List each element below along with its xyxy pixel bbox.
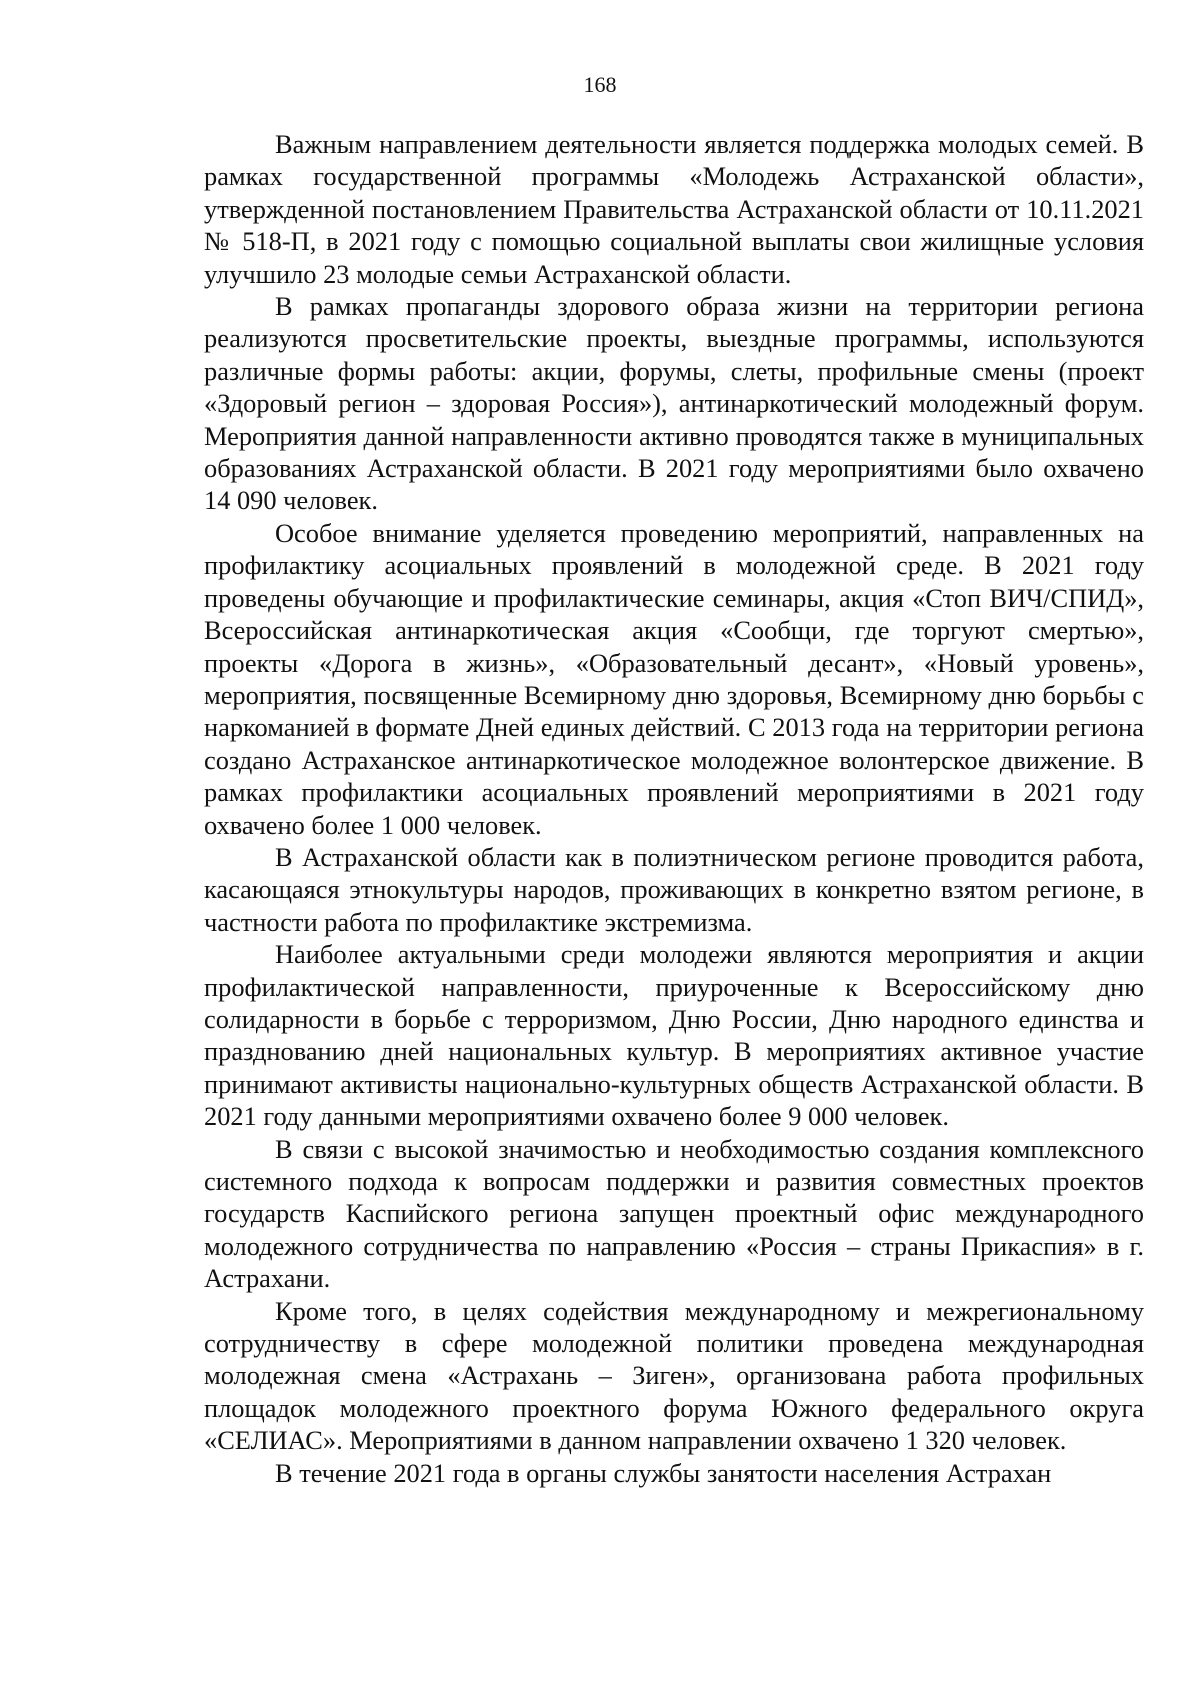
paragraph-employment-services: В течение 2021 года в органы службы занятости населения Астрахан	[275, 1457, 1052, 1488]
paragraph-young-families: Важным направлением деятельности является поддержка молодых семей. В рамках государственной программы «Молодежь Астраханской области», утвержденной постановлением Правительства Астраханской области от 10.11.2021 № 518-П, в 2021 году с помощью социальной выплаты свои жилищные условия улучшило 23 молодые семьи Астраханской области.	[204, 129, 1144, 289]
page-number: 168	[583, 72, 617, 97]
paragraph-international-cooperation: Кроме того, в целях содействия международному и межрегиональному сотрудничеству в сфере молодежной политики проведена международная молодежная смена «Астрахань – Зиген», организована работа профильных площадок молодежного проектного форума Южного федерального округа «СЕЛИАС». Мероприятиями в данном направлении охвачено 1 320 человек.	[204, 1295, 1144, 1456]
paragraph-ethnoculture: В Астраханской области как в полиэтническом регионе проводится работа, касающаяся этнокультуры народов, проживающих в конкретно взятом регионе, в частности работа по профилактике экстремизма.	[204, 841, 1144, 937]
paragraph-caspian-project-office: В связи с высокой значимостью и необходимостью создания комплексного системного подхода к вопросам поддержки и развития совместных проектов государств Каспийского региона запущен проектный офис международного молодежного сотрудничества по направлению «Россия – страны Прикаспия» в г. Астрахани.	[204, 1133, 1144, 1294]
document-body	[204, 128, 1144, 1489]
paragraph-healthy-lifestyle: В рамках пропаганды здорового образа жизни на территории региона реализуются просветительские проекты, выездные программы, используются различные формы работы: акции, форумы, слеты, профильные смены (проект «Здоровый регион – здоровая Россия»), антинаркотический молодежный форум. Мероприятия данной направленности активно проводятся также в муниципальных образованиях Астраханской области. В 2021 году мероприятиями было охвачено 14 090 человек.	[204, 291, 1144, 516]
paragraph-asocial-prevention: Особое внимание уделяется проведению мероприятий, направленных на профилактику асоциальных проявлений в молодежной среде. В 2021 году проведены обучающие и профилактические семинары, акция «Стоп ВИЧ/СПИД», Всероссийская антинаркотическая акция «Сообщи, где торгуют смертью», проекты «Дорога в жизнь», «Образовательный десант», «Новый уровень», мероприятия, посвященные Всемирному дню здоровья, Всемирному дню борьбы с наркоманией в формате Дней единых действий. С 2013 года на территории региона создано Астраханское антинаркотическое молодежное волонтерское движение. В рамках профилактики асоциальных проявлений мероприятиями в 2021 году охвачено более 1 000 человек.	[204, 517, 1144, 840]
paragraph-prevention-events: Наиболее актуальными среди молодежи являются мероприятия и акции профилактической направленности, приуроченные к Всероссийскому дню солидарности в борьбе с терроризмом, Дню России, Дню народного единства и празднованию дней национальных культур. В мероприятиях активное участие принимают активисты национально-культурных обществ Астраханской области. В 2021 году данными мероприятиями охвачено более 9 000 человек.	[204, 939, 1144, 1132]
